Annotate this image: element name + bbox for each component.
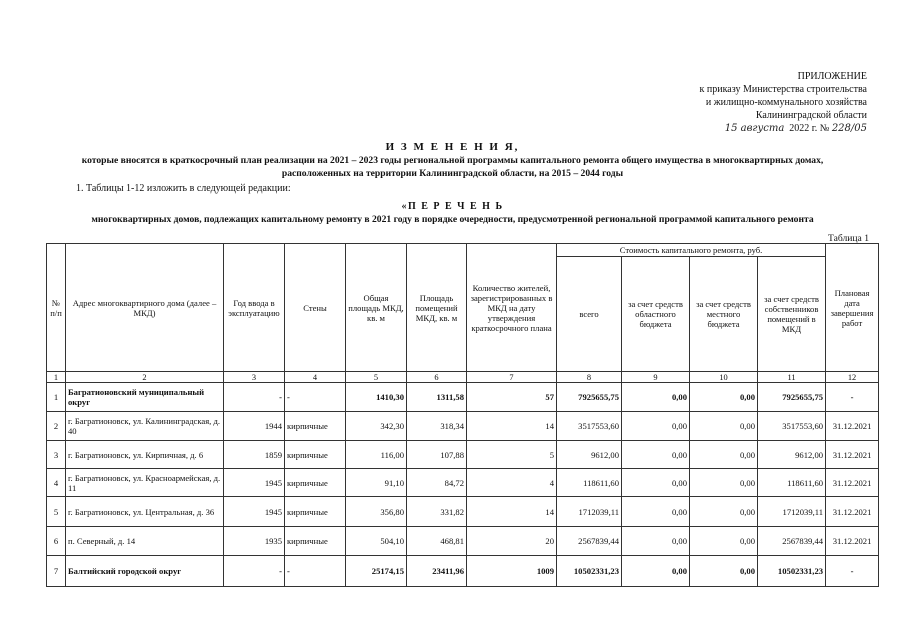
table-row — [47, 412, 879, 441]
column-number: 6 — [407, 372, 467, 383]
row-planned-date: - — [826, 556, 879, 587]
row-cost-total: 9612,00 — [557, 441, 622, 469]
row-cost-local: 0,00 — [690, 441, 758, 469]
row-year: - — [224, 383, 285, 412]
table-row — [47, 469, 879, 497]
header-address: Адрес многоквартирного дома (далее – МКД) — [66, 244, 224, 372]
row-walls: кирпичные — [285, 497, 346, 527]
row-planned-date: 31.12.2021 — [826, 497, 879, 527]
row-year: 1945 — [224, 497, 285, 527]
appendix-line: к приказу Министерства строительства — [699, 84, 867, 95]
row-cost-owners: 1712039,11 — [758, 497, 826, 527]
table-row — [47, 527, 879, 556]
header-total-area: Общая площадь МКД, кв. м — [346, 244, 407, 372]
row-planned-date: 31.12.2021 — [826, 469, 879, 497]
row-address: г. Багратионовск, ул. Калининградская, д. 40 — [66, 412, 224, 441]
repair-table — [46, 243, 879, 587]
appendix-line: Калининградской области — [755, 110, 867, 121]
date-year: 2022 г. № — [789, 123, 830, 134]
row-walls: кирпичные — [285, 441, 346, 469]
table-row — [47, 441, 879, 469]
row-cost-total: 118611,60 — [557, 469, 622, 497]
row-address: г. Багратионовск, ул. Центральная, д. 36 — [66, 497, 224, 527]
row-residents: 1009 — [467, 556, 557, 587]
row-room-area: 107,88 — [407, 441, 467, 469]
row-walls: - — [285, 383, 346, 412]
row-residents: 57 — [467, 383, 557, 412]
column-number: 4 — [285, 372, 346, 383]
table-row — [47, 556, 879, 587]
row-cost-regional: 0,00 — [622, 441, 690, 469]
appendix-block — [667, 70, 867, 135]
row-room-area: 23411,96 — [407, 556, 467, 587]
column-number: 1 — [47, 372, 66, 383]
row-cost-total: 7925655,75 — [557, 383, 622, 412]
row-walls: - — [285, 556, 346, 587]
row-year: 1935 — [224, 527, 285, 556]
appendix-title: ПРИЛОЖЕНИЕ — [797, 71, 867, 82]
row-cost-total: 10502331,23 — [557, 556, 622, 587]
row-cost-regional: 0,00 — [622, 412, 690, 441]
row-cost-local: 0,00 — [690, 412, 758, 441]
row-residents: 4 — [467, 469, 557, 497]
column-number: 11 — [758, 372, 826, 383]
row-year: - — [224, 556, 285, 587]
row-total-area: 25174,15 — [346, 556, 407, 587]
header-cost-owners: за счет средств собственников помещений в МКД — [758, 257, 826, 372]
column-number: 7 — [467, 372, 557, 383]
row-number: 6 — [47, 527, 66, 556]
column-number: 9 — [622, 372, 690, 383]
table-body — [47, 383, 879, 587]
header-cost-regional: за счет средств областного бюджета — [622, 257, 690, 372]
header-num: № п/п — [47, 244, 66, 372]
header-planned-date: Плановая дата завершения работ — [826, 244, 879, 372]
row-number: 3 — [47, 441, 66, 469]
row-cost-owners: 10502331,23 — [758, 556, 826, 587]
column-number: 3 — [224, 372, 285, 383]
row-cost-owners: 3517553,60 — [758, 412, 826, 441]
row-walls: кирпичные — [285, 412, 346, 441]
row-total-area: 116,00 — [346, 441, 407, 469]
row-room-area: 84,72 — [407, 469, 467, 497]
list-subtitle: многоквартирных домов, подлежащих капитальному ремонту в 2021 году в порядке очередности, предусмотренной региональной программой капитального ремонта — [91, 214, 814, 225]
header-year: Год ввода в эксплуатацию — [224, 244, 285, 372]
row-total-area: 91,10 — [346, 469, 407, 497]
handwritten-number: 228/05 — [831, 123, 867, 134]
row-cost-local: 0,00 — [690, 556, 758, 587]
row-address: п. Северный, д. 14 — [66, 527, 224, 556]
row-cost-owners: 7925655,75 — [758, 383, 826, 412]
table-row — [47, 497, 879, 527]
header-cost-total: всего — [557, 257, 622, 372]
row-cost-regional: 0,00 — [622, 556, 690, 587]
row-cost-total: 3517553,60 — [557, 412, 622, 441]
row-cost-total: 2567839,44 — [557, 527, 622, 556]
row-total-area: 1410,30 — [346, 383, 407, 412]
row-year: 1945 — [224, 469, 285, 497]
header-cost-local: за счет средств местного бюджета — [690, 257, 758, 372]
column-number: 5 — [346, 372, 407, 383]
row-number: 4 — [47, 469, 66, 497]
row-residents: 14 — [467, 412, 557, 441]
row-planned-date: - — [826, 383, 879, 412]
table-label: Таблица 1 — [827, 233, 869, 244]
row-address: г. Багратионовск, ул. Красноармейская, д. 11 — [66, 469, 224, 497]
header-walls: Стены — [285, 244, 346, 372]
row-number: 5 — [47, 497, 66, 527]
row-number: 2 — [47, 412, 66, 441]
row-planned-date: 31.12.2021 — [826, 527, 879, 556]
row-room-area: 468,81 — [407, 527, 467, 556]
row-year: 1859 — [224, 441, 285, 469]
row-residents: 20 — [467, 527, 557, 556]
row-cost-regional: 0,00 — [622, 527, 690, 556]
row-cost-regional: 0,00 — [622, 383, 690, 412]
row-total-area: 342,30 — [346, 412, 407, 441]
row-cost-regional: 0,00 — [622, 497, 690, 527]
column-number: 12 — [826, 372, 879, 383]
row-walls: кирпичные — [285, 527, 346, 556]
document-subtitle: расположенных на территории Калининградской области, на 2015 – 2044 годы — [281, 168, 624, 179]
row-total-area: 504,10 — [346, 527, 407, 556]
row-planned-date: 31.12.2021 — [826, 441, 879, 469]
column-number: 10 — [690, 372, 758, 383]
appendix-line: и жилищно-коммунального хозяйства — [705, 97, 867, 108]
row-residents: 14 — [467, 497, 557, 527]
row-residents: 5 — [467, 441, 557, 469]
document-title: И З М Е Н Е Н И Я, — [385, 141, 520, 153]
column-number: 2 — [66, 372, 224, 383]
document-subtitle: которые вносятся в краткосрочный план реализации на 2021 – 2023 годы региональной программы капитального ремонта общего имущества в многоквартирных домах, — [81, 155, 824, 166]
row-planned-date: 31.12.2021 — [826, 412, 879, 441]
table-row — [47, 383, 879, 412]
row-cost-local: 0,00 — [690, 497, 758, 527]
row-cost-owners: 2567839,44 — [758, 527, 826, 556]
row-cost-owners: 9612,00 — [758, 441, 826, 469]
row-room-area: 331,82 — [407, 497, 467, 527]
instruction-item: 1. Таблицы 1-12 изложить в следующей редакции: — [76, 183, 291, 194]
row-address: г. Багратионовск, ул. Кирпичная, д. 6 — [66, 441, 224, 469]
row-cost-total: 1712039,11 — [557, 497, 622, 527]
header-room-area: Площадь помещений МКД, кв. м — [407, 244, 467, 372]
row-cost-regional: 0,00 — [622, 469, 690, 497]
row-number: 7 — [47, 556, 66, 587]
row-room-area: 1311,58 — [407, 383, 467, 412]
row-total-area: 356,80 — [346, 497, 407, 527]
row-cost-local: 0,00 — [690, 527, 758, 556]
list-title: «П Е Р Е Ч Е Н Ь — [401, 201, 504, 212]
handwritten-date: 15 августа — [724, 123, 785, 134]
row-cost-local: 0,00 — [690, 383, 758, 412]
column-number: 8 — [557, 372, 622, 383]
row-address: Балтийский городской округ — [66, 556, 224, 587]
row-walls: кирпичные — [285, 469, 346, 497]
column-number-row — [47, 372, 879, 383]
row-cost-owners: 118611,60 — [758, 469, 826, 497]
appendix-date — [667, 122, 867, 135]
header-cost-group: Стоимость капитального ремонта, руб. — [557, 244, 826, 257]
header-residents: Количество жителей, зарегистрированных в МКД на дату утверждения краткосрочного плана — [467, 244, 557, 372]
row-cost-local: 0,00 — [690, 469, 758, 497]
row-year: 1944 — [224, 412, 285, 441]
row-room-area: 318,34 — [407, 412, 467, 441]
row-address: Багратионовский муниципальный округ — [66, 383, 224, 412]
row-number: 1 — [47, 383, 66, 412]
